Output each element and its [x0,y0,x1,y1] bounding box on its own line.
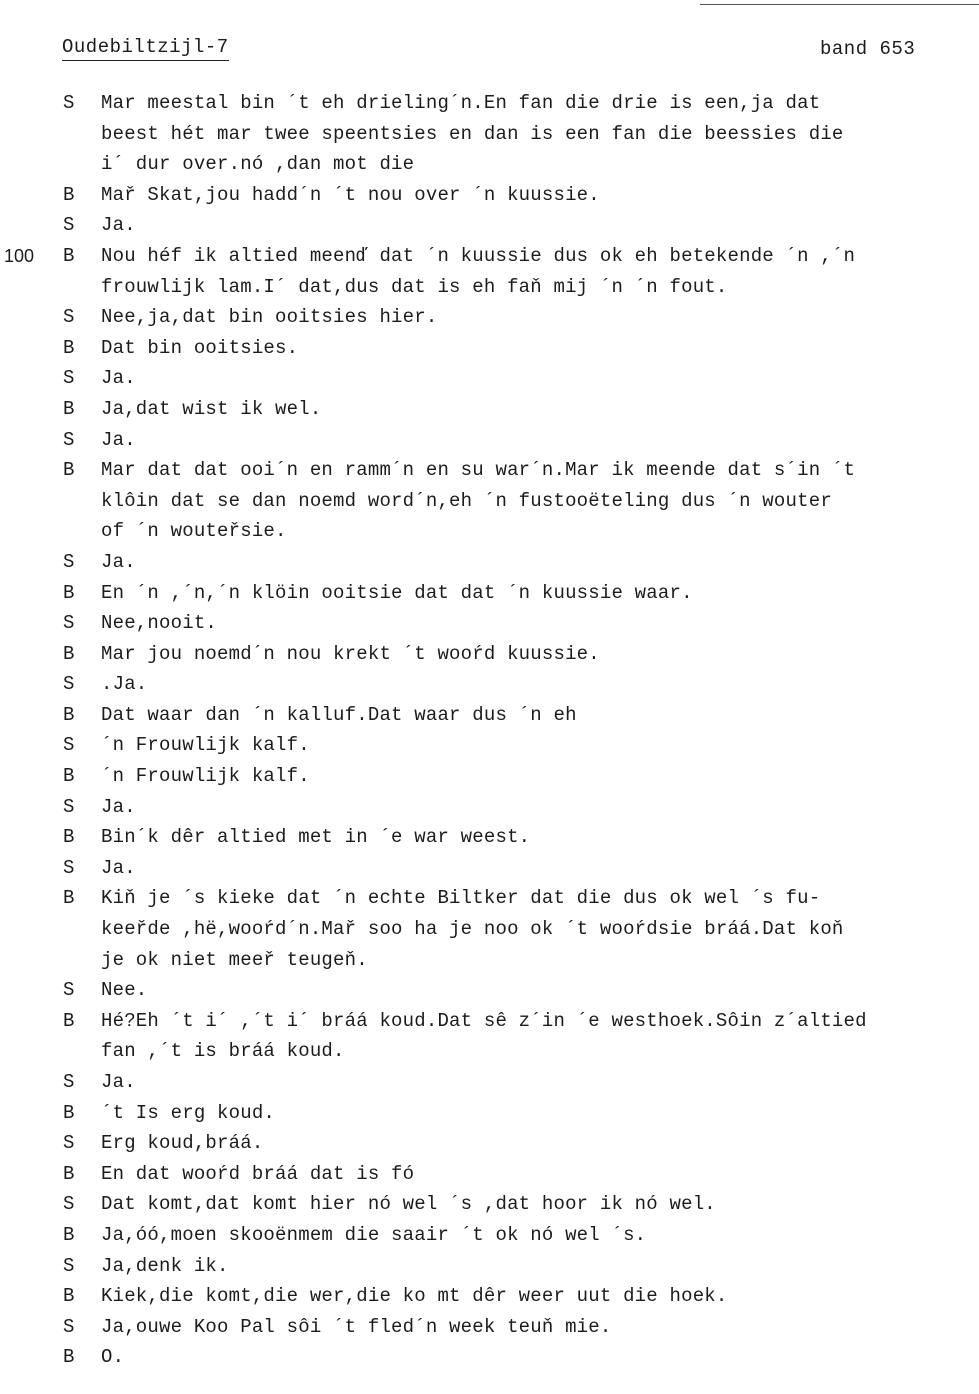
utterance-text: Mar dat dat ooi´n en ramm´n en su war´n.Mar ik meende dat s´in ´t [101,459,856,482]
speaker-label: S [63,1071,75,1093]
transcript-line [0,1342,979,1373]
transcript-line [0,792,979,823]
utterance-text: Nee,ja,dat bin ooitsies hier. [101,306,438,329]
transcript-line [0,1159,979,1190]
speaker-label: B [63,887,75,910]
utterance-text: Nee,nooit. [101,612,218,635]
transcript-line [0,1251,979,1282]
utterance-text: Ja,ouwe Koo Pal sôi ´t fled´n week teuň mie. [101,1315,612,1338]
transcript-line [0,883,979,914]
utterance-text: Ja. [101,367,136,390]
transcript-line [0,914,979,945]
transcript-line [0,578,979,609]
utterance-text: Ja. [101,550,136,573]
utterance-text: keeřde ,hë,wooŕd´n.Mař soo ha je noo ok ´t wooŕdsie bráá.Dat koň [101,918,844,941]
speaker-label: B [63,1223,75,1246]
transcript-line [0,1281,979,1312]
speaker-label: S [63,673,75,696]
band-number: band 653 [820,38,916,60]
transcript-line [0,1128,979,1159]
utterance-text: Nou héf ik altied meenď dat ´n kuussie dus ok eh betekende ´n ,´n [101,244,856,267]
transcript-line [0,363,979,394]
utterance-text: Bin´k dêr altied met in ´e war weest. [101,826,531,849]
speaker-label: S [63,550,75,573]
utterance-text: Dat komt,dat komt hier nó wel ´s ,dat hoor ik nó wel. [101,1193,716,1216]
speaker-label: B [63,765,75,788]
utterance-text: Ja. [101,428,136,451]
transcript-line [0,1189,979,1220]
speaker-label: B [63,642,75,665]
speaker-label: B [63,244,75,267]
utterance-text: Ja. [101,214,136,237]
utterance-text: Nee. [101,979,148,1002]
transcript-line [0,149,979,180]
utterance-text: Ja. [101,856,136,879]
transcript-line [0,700,979,731]
utterance-text: je ok niet meeř teugeň. [101,948,368,971]
transcript-line [0,853,979,884]
utterance-text: frouwlijk lam.I´ dat,dus dat is eh faň mij ´n ´n fout. [101,275,728,298]
transcript-line [0,180,979,211]
speaker-label: B [63,1162,75,1185]
utterance-text: En ´n ,´n,´n klöin ooitsie dat dat ´n kuussie waar. [101,581,693,604]
speaker-label: B [63,1101,75,1124]
transcript-line [0,486,979,517]
utterance-text: i´ dur over.nó ,dan mot die [101,153,415,176]
transcript-line [0,241,979,272]
line-number: 100 [4,245,35,266]
utterance-text: Ja. [101,1071,136,1093]
utterance-text: Kiň je ´s kieke dat ´n echte Biltker dat die dus ok wel ´s fu- [101,887,821,910]
speaker-label: S [63,612,75,635]
speaker-label: B [63,459,75,482]
utterance-text: Dat waar dan ´n kalluf.Dat waar dus ´n eh [101,703,577,726]
speaker-label: B [63,826,75,849]
transcript-line [0,761,979,792]
transcript-line [0,88,979,119]
transcript-line [0,210,979,241]
speaker-label: B [63,581,75,604]
speaker-label: B [63,1285,75,1308]
transcript-line [0,639,979,670]
speaker-label: S [63,795,75,818]
speaker-label: S [63,306,75,329]
utterance-text: En dat wooŕd bráá dat is fó [101,1162,415,1185]
speaker-label: S [63,734,75,757]
utterance-text: ´n Frouwlijk kalf. [101,734,310,757]
transcript-line [0,516,979,547]
utterance-text: Kiek,die komt,die wer,die ko mt dêr weer uut die hoek. [101,1285,728,1308]
transcript-line [0,455,979,486]
utterance-text: Ja,denk ik. [101,1254,229,1277]
transcript-line [0,333,979,364]
transcript-line [0,1220,979,1251]
transcript-line [0,425,979,456]
transcript-line [0,302,979,333]
speaker-label: B [63,1346,75,1369]
speaker-label: S [63,1132,75,1155]
utterance-text: .Ja. [101,673,148,696]
speaker-label: S [63,856,75,879]
speaker-label: S [63,1254,75,1277]
utterance-text: Ja,óó,moen skooënmem die saair ´t ok nó wel ´s. [101,1223,647,1246]
utterance-text: Mař Skat,jou hadd´n ´t nou over ´n kuussie. [101,183,600,206]
utterance-text: Dat bin ooitsies. [101,336,299,359]
speaker-label: S [63,214,75,237]
transcript-line [0,394,979,425]
transcript-line [0,1036,979,1067]
utterance-text: ´n Frouwlijk kalf. [101,765,310,788]
speaker-label: B [63,336,75,359]
document-title: Oudebiltzijl-7 [62,36,229,61]
speaker-label: B [63,703,75,726]
transcript-line [0,1006,979,1037]
utterance-text: fan ,´t is bráá koud. [101,1040,345,1063]
speaker-label: B [63,397,75,420]
utterance-text: O. [101,1346,125,1369]
utterance-text: Ja. [101,795,136,818]
transcript-line [0,608,979,639]
speaker-label: B [63,183,75,206]
transcript-line [0,730,979,761]
transcript-line [0,822,979,853]
utterance-text: ´t Is erg koud. [101,1101,276,1124]
transcript-line [0,547,979,578]
utterance-text: beest hét mar twee speentsies en dan is een fan die beessies die [101,122,844,145]
transcript-line [0,119,979,150]
transcript-line [0,272,979,303]
transcript-line [0,1312,979,1343]
transcript-line [0,1067,979,1098]
utterance-text: Hé?Eh ´t i´ ,´t i´ bráá koud.Dat sê z´in ´e westhoek.Sôin z´altied [101,1009,867,1032]
speaker-label: S [63,979,75,1002]
utterance-text: Mar jou noemd´n nou krekt ´t wooŕd kuussie. [101,642,600,665]
utterance-text: Erg koud,bráá. [101,1132,264,1155]
utterance-text: Ja,dat wist ik wel. [101,397,322,420]
speaker-label: S [63,428,75,451]
speaker-label: S [63,367,75,390]
transcript-line [0,975,979,1006]
utterance-text: Mar meestal bin ´t eh drieling´n.En fan die drie is een,ja dat [101,92,821,114]
speaker-label: S [63,92,75,114]
utterance-text: of ´n wouteřsie. [101,520,287,543]
speaker-label: S [63,1193,75,1216]
transcript-body [0,88,979,1373]
speaker-label: S [63,1315,75,1338]
transcript-line [0,669,979,700]
transcript-line [0,945,979,976]
speaker-label: B [63,1009,75,1032]
top-rule [700,4,979,5]
transcript-line [0,1098,979,1129]
utterance-text: klôin dat se dan noemd word´n,eh ´n fustooëteling dus ´n wouter [101,489,832,512]
